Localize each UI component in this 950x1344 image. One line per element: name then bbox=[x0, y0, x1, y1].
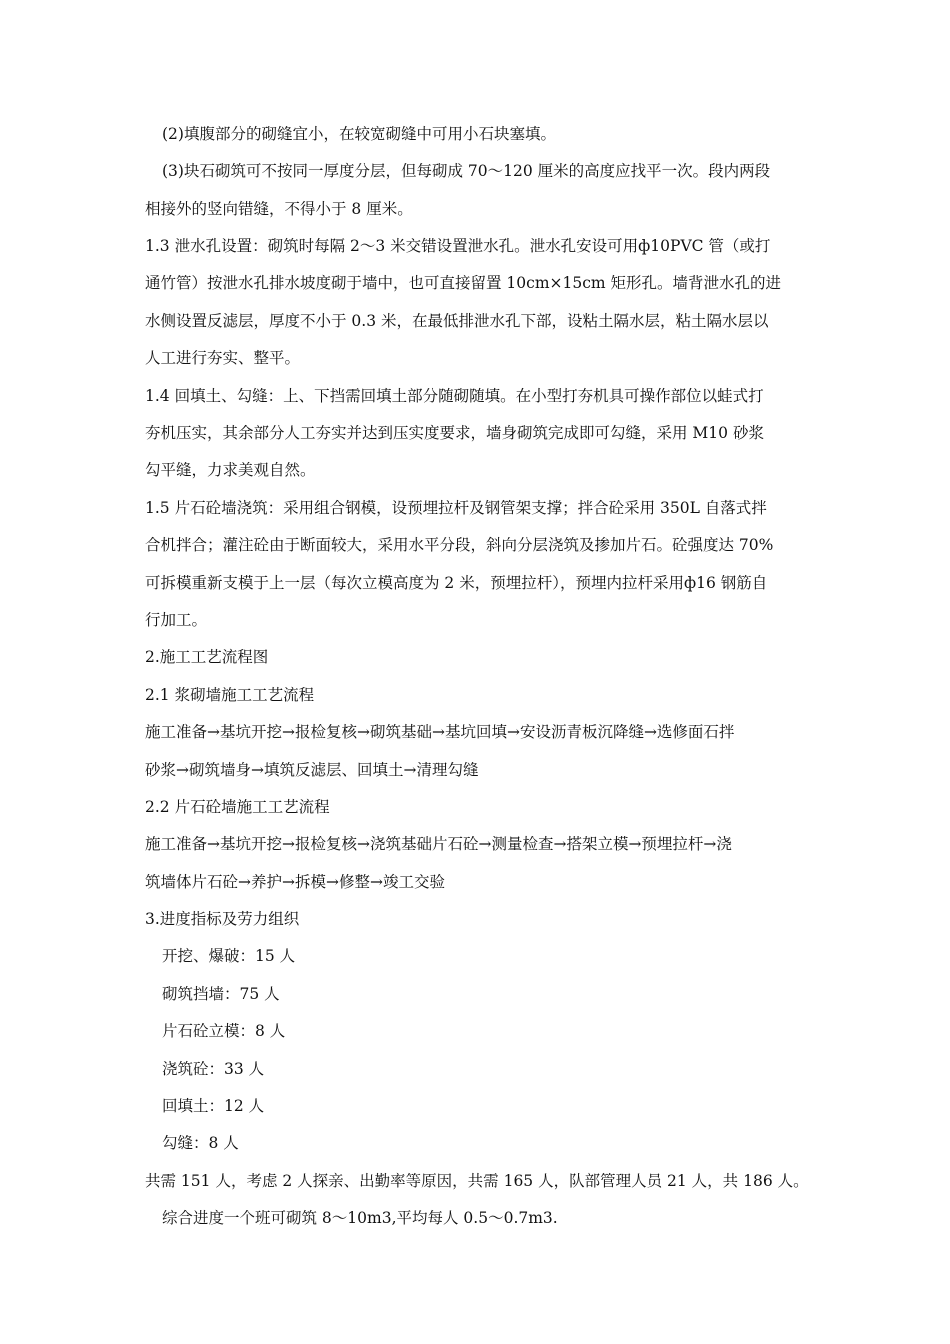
section-1-4-line-1: 1.4 回填土、勾缝：上、下挡需回填土部分随砌随填。在小型打夯机具可操作部位以蛙式打 bbox=[145, 387, 764, 405]
section-1-4-line-3: 勾平缝，力求美观自然。 bbox=[145, 461, 316, 479]
heading-section-3: 3.进度指标及劳力组织 bbox=[145, 910, 300, 928]
labor-item-excavation: 开挖、爆破：15 人 bbox=[162, 947, 296, 965]
flow-2-2-line-2: 筑墙体片石砼→养护→拆模→修整→竣工交验 bbox=[145, 873, 445, 891]
section-1-5-line-4: 行加工。 bbox=[145, 611, 208, 629]
paragraph-fill-joints: (2)填腹部分的砌缝宜小，在较宽砌缝中可用小石块塞填。 bbox=[162, 125, 556, 143]
section-1-3-line-2: 通竹管）按泄水孔排水坡度砌于墙中，也可直接留置 10cm×15cm 矩形孔。墙背泄水孔的进 bbox=[145, 274, 782, 292]
section-1-3-line-1: 1.3 泄水孔设置：砌筑时每隔 2～3 米交错设置泄水孔。泄水孔安设可用ф10PVC 管（或打 bbox=[145, 237, 771, 255]
labor-item-retaining-wall: 砌筑挡墙：75 人 bbox=[162, 985, 280, 1003]
heading-section-2-2: 2.2 片石砼墙施工工艺流程 bbox=[145, 798, 330, 816]
labor-item-backfill: 回填土：12 人 bbox=[162, 1097, 265, 1115]
flow-2-2-line-1: 施工准备→基坑开挖→报检复核→浇筑基础片石砼→测量检查→搭架立模→预埋拉杆→浇 bbox=[145, 835, 732, 853]
section-1-5-line-2: 合机拌合；灌注砼由于断面较大，采用水平分段，斜向分层浇筑及掺加片石。砼强度达 70% bbox=[145, 536, 774, 554]
labor-item-concrete: 浇筑砼：33 人 bbox=[162, 1060, 265, 1078]
labor-item-pointing: 勾缝：8 人 bbox=[162, 1134, 239, 1152]
section-1-5-line-1: 1.5 片石砼墙浇筑：采用组合钢模，设预埋拉杆及钢管架支撑；拌合砼采用 350L 自落式拌 bbox=[145, 499, 767, 517]
heading-section-2: 2.施工工艺流程图 bbox=[145, 648, 269, 666]
paragraph-block-stone-line-1: (3)块石砌筑可不按同一厚度分层，但每砌成 70～120 厘米的高度应找平一次。段内两段 bbox=[162, 162, 771, 180]
section-1-3-line-4: 人工进行夯实、整平。 bbox=[145, 349, 301, 367]
heading-section-2-1: 2.1 浆砌墙施工工艺流程 bbox=[145, 686, 315, 704]
paragraph-block-stone-line-2: 相接外的竖向错缝，不得小于 8 厘米。 bbox=[145, 200, 413, 218]
labor-item-formwork: 片石砼立模：8 人 bbox=[162, 1022, 286, 1040]
section-1-4-line-2: 夯机压实，其余部分人工夯实并达到压实度要求，墙身砌筑完成即可勾缝，采用 M10 砂浆 bbox=[145, 424, 764, 442]
section-1-5-line-3: 可拆模重新支模于上一层（每次立模高度为 2 米，预埋拉杆），预埋内拉杆采用ф16 钢筋自 bbox=[145, 574, 768, 592]
section-1-3-line-3: 水侧设置反滤层，厚度不小于 0.3 米，在最低排泄水孔下部，设粘土隔水层，粘土隔水层以 bbox=[145, 312, 769, 330]
progress-summary: 综合进度一个班可砌筑 8～10m3,平均每人 0.5～0.7m3. bbox=[162, 1209, 558, 1227]
flow-2-1-line-2: 砂浆→砌筑墙身→填筑反滤层、回填土→清理勾缝 bbox=[145, 761, 479, 779]
labor-total: 共需 151 人，考虑 2 人探亲、出勤率等原因，共需 165 人，队部管理人员 21 人，共 186 人。 bbox=[145, 1172, 809, 1190]
flow-2-1-line-1: 施工准备→基坑开挖→报检复核→砌筑基础→基坑回填→安设沥青板沉降缝→选修面石拌 bbox=[145, 723, 735, 741]
